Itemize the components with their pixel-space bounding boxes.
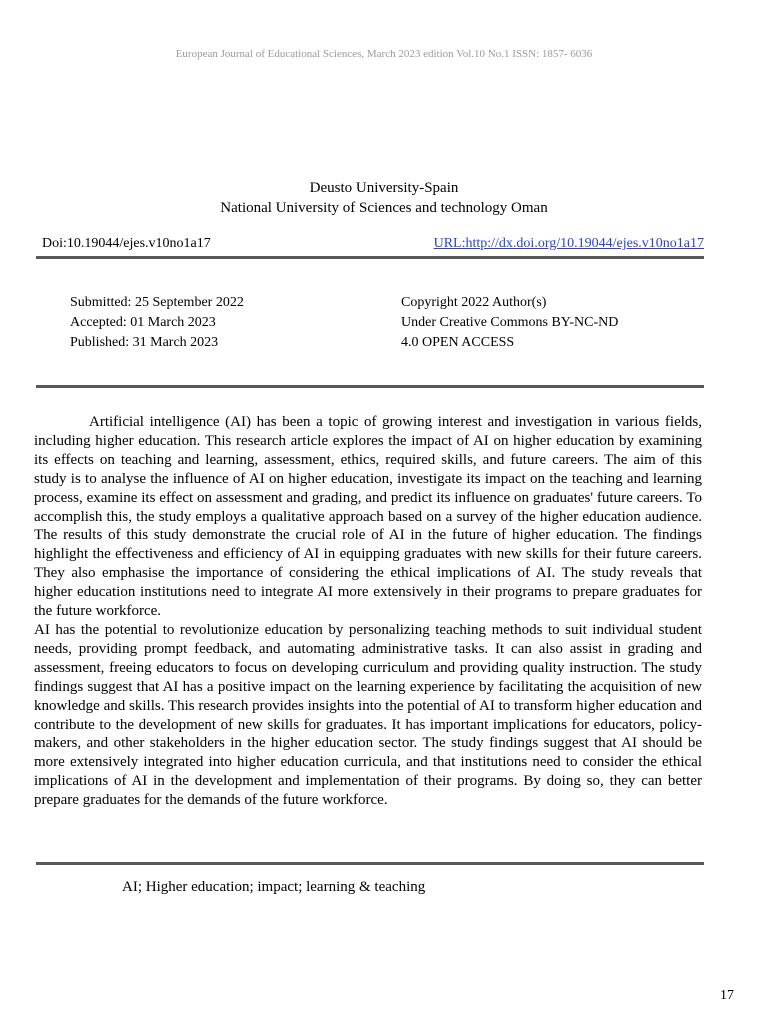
abstract-paragraph-1: Artificial intelligence (AI) has been a topic of growing interest and investigation in various fields, including higher education. This research article explores the impact of AI on higher education by examining its effects on teaching and learning, assessment, ethics, required skills, and future careers. The aim of this study is to analyse the influence of AI on higher education, investigate its impact on the teaching and learning process, examine its effect on assessment and grading, and predict its influence on graduates' future careers. To accomplish this, the study employs a qualitative approach based on a survey of the higher education audience. The results of this study demonstrate the crucial role of AI in the future of higher education. The findings highlight the effectiveness and efficiency of AI in equipping graduates with new skills for their future careers. They also emphasise the importance of considering the ethical implications of AI. The study reveals that higher education institutions need to integrate AI more extensively in their programs to prepare graduates for the future workforce. <box>34 414 702 620</box>
publication-dates <box>70 293 244 353</box>
submitted-date: Submitted: 25 September 2022 <box>70 295 244 310</box>
page-number: 17 <box>720 988 734 1003</box>
accepted-date: Accepted: 01 March 2023 <box>70 315 216 330</box>
abstract <box>34 413 702 810</box>
license-line: Under Creative Commons BY-NC-ND <box>401 315 619 330</box>
divider-top <box>36 256 704 259</box>
copyright-line: Copyright 2022 Author(s) <box>401 295 547 310</box>
affiliation-nust-oman: National University of Sciences and technology Oman <box>220 200 548 216</box>
doi-text: Doi:10.19044/ejes.v10no1a17 <box>42 236 211 251</box>
doi-url-link[interactable]: URL:http://dx.doi.org/10.19044/ejes.v10no1a17 <box>433 236 704 251</box>
divider-bottom <box>36 862 704 865</box>
published-date: Published: 31 March 2023 <box>70 335 219 350</box>
journal-header: European Journal of Educational Sciences, March 2023 edition Vol.10 No.1 ISSN: 1857- 6036 <box>175 48 593 60</box>
keywords: AI; Higher education; impact; learning & teaching <box>122 879 426 895</box>
abstract-paragraph-2: AI has the potential to revolutionize education by personalizing teaching methods to suit individual student needs, providing prompt feedback, and automating administrative tasks. It can also assist in grading and assessment, freeing educators to focus on developing curriculum and providing quality instruction. The study findings suggest that AI has a positive impact on the learning experience by facilitating the acquisition of new knowledge and skills. This research provides insights into the potential of AI to transform higher education and contribute to the development of new skills for graduates. It has important implications for educators, policy-makers, and other stakeholders in the higher education sector. The study findings suggest that AI should be more extensively integrated into higher education curricula, and that institutions need to consider the ethical implications of AI in the development and implementation of their programs. By doing so, they can better prepare graduates for the demands of the future workforce. <box>34 621 702 809</box>
divider-middle <box>36 385 704 388</box>
open-access-line: 4.0 OPEN ACCESS <box>401 335 515 350</box>
license-info <box>401 293 618 353</box>
affiliation-deusto: Deusto University-Spain <box>309 180 459 196</box>
